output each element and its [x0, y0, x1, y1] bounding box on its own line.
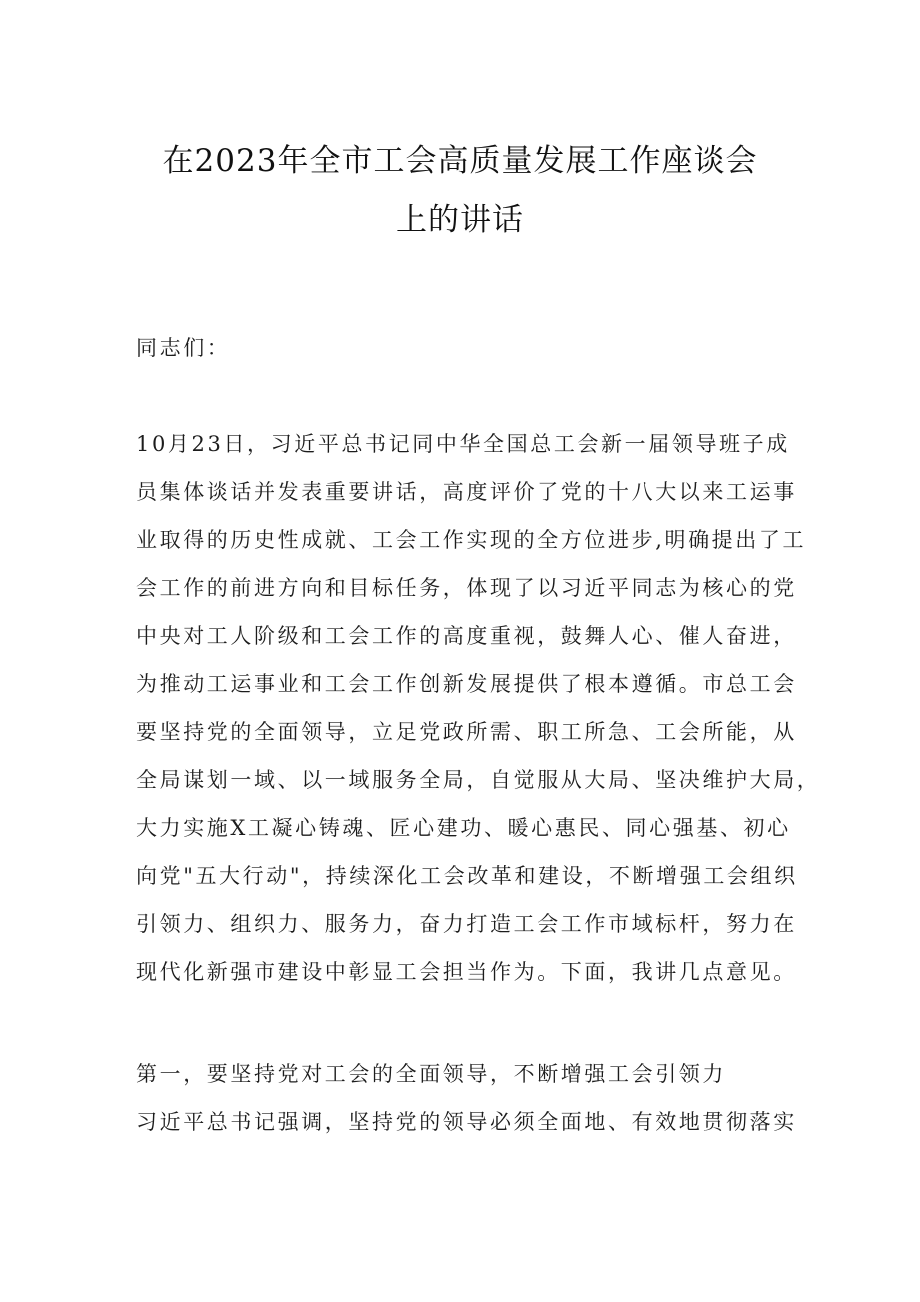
paragraph-line: 要坚持党的全面领导，立足党政所需、职工所急、工会所能，从 [136, 720, 797, 744]
paragraph-line: 现代化新强市建设中彰显工会担当作为。下面，我讲几点意见。 [136, 960, 797, 984]
paragraph-line: 引领力、组织力、服务力，奋力打造工会工作市域标杆，努力在 [136, 912, 797, 936]
paragraph-line: 为推动工运事业和工会工作创新发展提供了根本遵循。市总工会 [136, 672, 797, 696]
paragraph-line: 大力实施X工凝心铸魂、匠心建功、暖心惠民、同心强基、初心 [136, 816, 791, 840]
paragraph-line: 向党"五大行动"，持续深化工会改革和建设，不断增强工会组织 [136, 864, 798, 888]
paragraph-line: 会工作的前进方向和目标任务，体现了以习近平同志为核心的党 [136, 576, 797, 600]
paragraph-line: 员集体谈话并发表重要讲话，高度评价了党的十八大以来工运事 [136, 480, 797, 504]
paragraph-line: 中央对工人阶级和工会工作的高度重视，鼓舞人心、催人奋进， [136, 624, 797, 648]
salutation: 同志们： [136, 336, 231, 360]
document-title-line-2: 上的讲话 [396, 202, 524, 238]
section-heading: 第一，要坚持党对工会的全面领导，不断增强工会引领力 [136, 1062, 726, 1086]
paragraph-line: 业取得的历史性成就、工会工作实现的全方位进步,明确提出了工 [136, 528, 807, 552]
paragraph-line: 习近平总书记强调，坚持党的领导必须全面地、有效地贯彻落实 [136, 1110, 797, 1134]
paragraph-line: 10月23日，习近平总书记同中华全国总工会新一届领导班子成 [136, 432, 790, 456]
paragraph-line: 全局谋划一域、以一域服务全局，自觉服从大局、坚决维护大局， [136, 768, 821, 792]
document-title-line-1: 在2023年全市工会高质量发展工作座谈会 [162, 143, 758, 179]
